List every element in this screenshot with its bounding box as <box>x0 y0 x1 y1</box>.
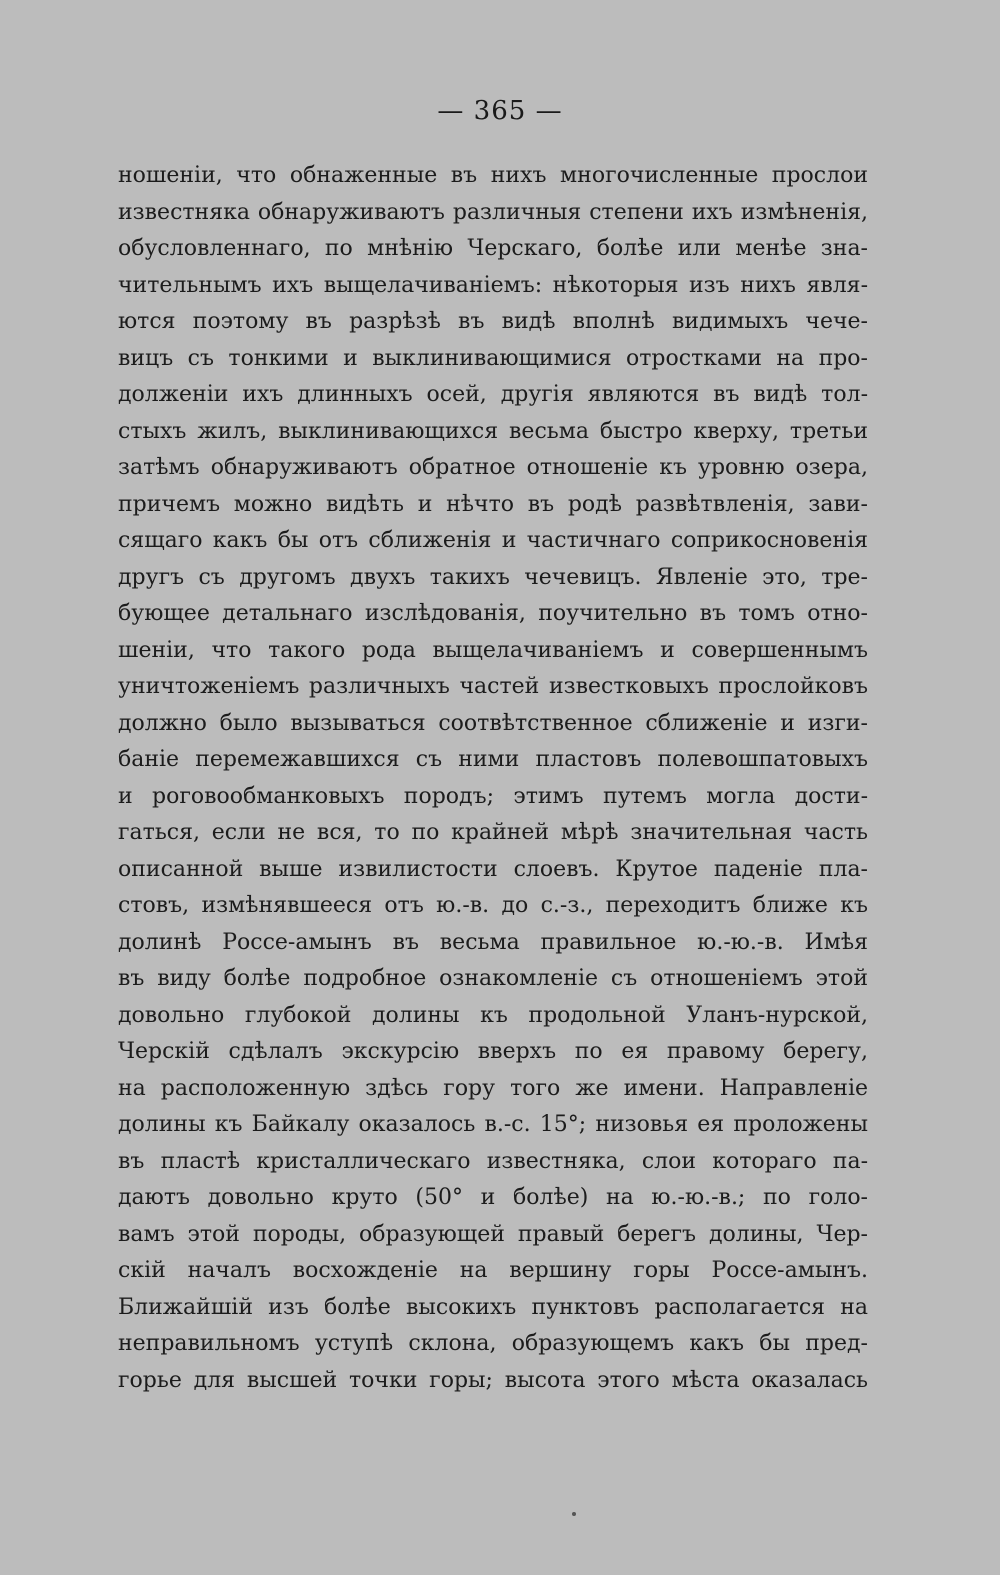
text-line: чительнымъ ихъ выщелачиваніемъ: нѣкоторыя изъ нихъ явля- <box>118 272 868 298</box>
text-line: стовъ, измѣнявшееся отъ ю.-в. до с.-з., переходитъ ближе къ <box>118 893 868 918</box>
text-line: другъ съ другомъ двухъ такихъ чечевицъ. Явленіе это, тре- <box>118 564 868 590</box>
text-line: ношеніи, что обнаженные въ нихъ многочисленные прослои <box>118 163 868 188</box>
text-line: шеніи, что такого рода выщелачиваніемъ и совершеннымъ <box>118 637 868 663</box>
text-line: стыхъ жилъ, выклинивающихся весьма быстро кверху, третьи <box>118 418 868 444</box>
text-line: довольно глубокой долины къ продольной Уланъ-нурской, <box>118 1002 868 1028</box>
text-line: долинѣ Россе-амынъ въ весьма правильное ю.-ю.-в. Имѣя <box>118 929 868 955</box>
text-line: гаться, если не вся, то по крайней мѣрѣ значительная часть <box>118 820 868 845</box>
text-line: вицъ съ тонкими и выклинивающимися отростками на про- <box>118 345 868 371</box>
text-line: Черскій сдѣлалъ экскурсію вверхъ по ея правому берегу, <box>118 1039 868 1064</box>
text-line: должно было вызываться соотвѣтственное сближеніе и изги- <box>118 710 868 736</box>
text-line: даютъ довольно круто (50° и болѣе) на ю.-ю.-в.; по голо- <box>118 1185 868 1210</box>
text-line: на расположенную здѣсь гору того же имени. Направленіе <box>118 1075 868 1101</box>
print-speck <box>572 1512 576 1516</box>
text-line: скій началъ восхожденіе на вершину горы Россе-амынъ. <box>118 1258 868 1283</box>
text-line: баніе перемежавшихся съ ними пластовъ полевошпатовыхъ <box>118 747 868 772</box>
text-line: затѣмъ обнаруживаютъ обратное отношеніе къ уровню озера, <box>118 455 868 480</box>
text-line: долженіи ихъ длинныхъ осей, другія являются въ видѣ тол- <box>118 382 868 407</box>
text-line: въ пластѣ кристаллическаго известняка, слои котораго па- <box>118 1148 868 1174</box>
body-text <box>118 158 868 1399</box>
text-line: сящаго какъ бы отъ сближенія и частичнаго соприкосновенія <box>118 528 868 553</box>
text-line: уничтоженіемъ различныхъ частей известковыхъ прослойковъ <box>118 674 868 699</box>
text-line: описанной выше извилистости слоевъ. Крутое паденіе пла- <box>118 856 868 882</box>
text-line: Ближайшій изъ болѣе высокихъ пунктовъ располагается на <box>118 1294 868 1320</box>
text-line: въ виду болѣе подробное ознакомленіе съ отношеніемъ этой <box>118 966 868 991</box>
text-line: неправильномъ уступѣ склона, образующемъ какъ бы пред- <box>118 1331 868 1356</box>
page-number: — 365 — <box>437 96 563 126</box>
text-line: вамъ этой породы, образующей правый берегъ долины, Чер- <box>118 1221 868 1247</box>
text-line: долины къ Байкалу оказалось в.-с. 15°; низовья ея проложены <box>118 1112 868 1137</box>
text-line: горье для высшей точки горы; высота этого мѣста оказалась <box>118 1367 868 1393</box>
text-line: известняка обнаруживаютъ различныя степени ихъ измѣненія, <box>118 199 868 225</box>
text-line: ются поэтому въ разрѣзѣ въ видѣ вполнѣ видимыхъ чече- <box>118 309 868 334</box>
text-line: и роговообманковыхъ породъ; этимъ путемъ могла дости- <box>118 783 868 809</box>
text-line: причемъ можно видѣть и нѣчто въ родѣ развѣтвленія, зави- <box>118 491 868 517</box>
text-line: обусловленнаго, по мнѣнію Черскаго, болѣе или менѣе зна- <box>118 236 868 261</box>
text-line: бующее детальнаго изслѣдованія, поучительно въ томъ отно- <box>118 601 868 626</box>
